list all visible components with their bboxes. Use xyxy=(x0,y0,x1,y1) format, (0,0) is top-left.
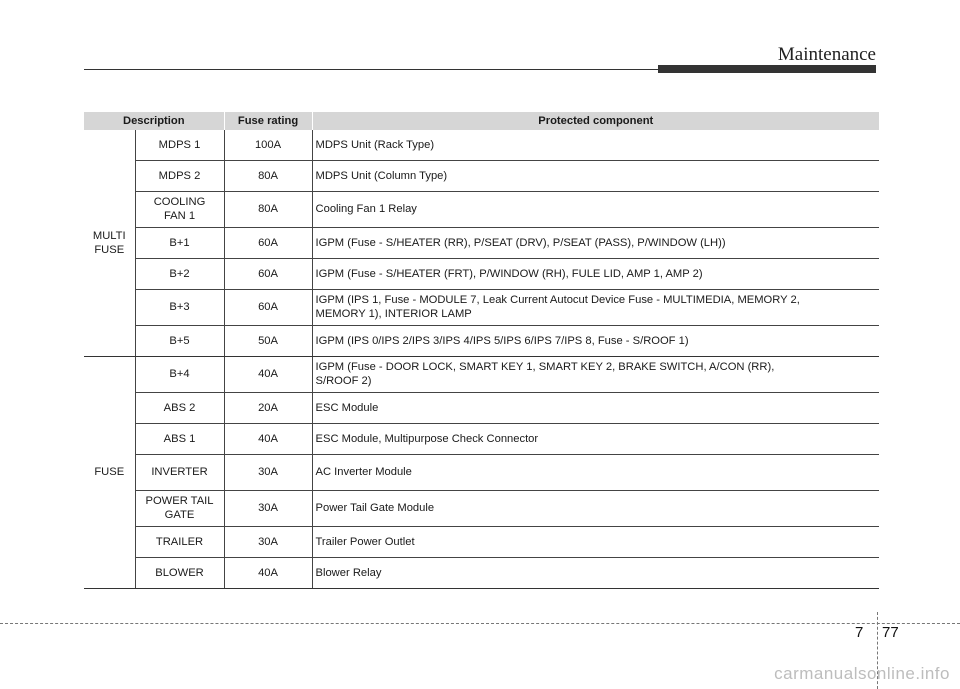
fuse-description: TRAILER xyxy=(155,535,204,548)
fuse-rating: 30A xyxy=(258,466,278,478)
table-row xyxy=(84,191,879,227)
section-title: Maintenance xyxy=(777,44,876,65)
protected-component: Blower Relay xyxy=(315,566,382,579)
fuse-description: MDPS 2 xyxy=(158,169,201,182)
protected-component-cell xyxy=(312,423,879,454)
fuse-description-cell xyxy=(135,392,224,423)
fuse-description: ABS 1 xyxy=(163,432,196,445)
fuse-group-label xyxy=(84,356,135,588)
fuse-rating-cell xyxy=(224,423,312,454)
fuse-description: B+1 xyxy=(169,236,190,249)
table-row xyxy=(84,454,879,490)
fuse-description-cell xyxy=(135,227,224,258)
column-header-protected-component: Protected component xyxy=(312,112,879,130)
fuse-description: COOLING FAN 1 xyxy=(153,196,206,222)
fuse-description: B+3 xyxy=(169,301,190,313)
fuse-description-cell xyxy=(135,356,224,392)
fuse-description-cell xyxy=(135,557,224,588)
protected-component-cell xyxy=(312,490,879,526)
footer-dashed-rule xyxy=(0,623,960,624)
protected-component: Cooling Fan 1 Relay xyxy=(315,203,417,215)
fuse-group-label xyxy=(84,130,135,356)
protected-component: IGPM (Fuse - DOOR LOCK, SMART KEY 1, SMART KEY 2, BRAKE SWITCH, A/CON (RR), S/ROOF 2) xyxy=(315,361,775,387)
protected-component-cell xyxy=(312,526,879,557)
table-row xyxy=(84,557,879,588)
fuse-description-cell xyxy=(135,490,224,526)
fuse-description-cell xyxy=(135,160,224,191)
protected-component-cell xyxy=(312,191,879,227)
fuse-rating-cell xyxy=(224,258,312,289)
fuse-rating-cell xyxy=(224,160,312,191)
fuse-rating: 40A xyxy=(258,368,278,380)
table-row xyxy=(84,227,879,258)
protected-component-cell xyxy=(312,454,879,490)
protected-component-cell xyxy=(312,289,879,325)
fuse-rating-cell xyxy=(224,289,312,325)
protected-component-cell xyxy=(312,227,879,258)
protected-component-cell xyxy=(312,557,879,588)
fuse-rating-cell xyxy=(224,557,312,588)
fuse-rating: 20A xyxy=(258,401,278,414)
fuse-rating-cell xyxy=(224,356,312,392)
fuse-rating: 80A xyxy=(258,169,278,182)
fuse-rating: 30A xyxy=(258,502,278,514)
fuse-description-cell xyxy=(135,130,224,160)
column-header-fuse-rating: Fuse rating xyxy=(224,112,312,130)
fuse-description: B+4 xyxy=(169,368,190,380)
table-row xyxy=(84,392,879,423)
fuse-description-cell xyxy=(135,289,224,325)
table-row xyxy=(84,130,879,160)
protected-component-cell xyxy=(312,392,879,423)
table-row xyxy=(84,490,879,526)
fuse-description-cell xyxy=(135,423,224,454)
fuse-group-label-text: FUSE xyxy=(94,466,125,478)
protected-component-cell xyxy=(312,160,879,191)
fuse-rating-cell xyxy=(224,454,312,490)
fuse-description-cell xyxy=(135,191,224,227)
fuse-rating: 30A xyxy=(258,535,278,548)
header-rule-thick xyxy=(658,65,876,73)
protected-component: IGPM (Fuse - S/HEATER (FRT), P/WINDOW (RH), FULE LID, AMP 1, AMP 2) xyxy=(315,267,703,280)
protected-component: MDPS Unit (Rack Type) xyxy=(315,138,435,151)
protected-component: IGPM (IPS 0/IPS 2/IPS 3/IPS 4/IPS 5/IPS 6/IPS 7/IPS 8, Fuse - S/ROOF 1) xyxy=(315,334,689,347)
fuse-description-cell xyxy=(135,258,224,289)
fuse-rating: 50A xyxy=(258,334,278,347)
protected-component: Power Tail Gate Module xyxy=(315,502,435,514)
fuse-rating: 80A xyxy=(258,203,278,215)
fuse-rating-cell xyxy=(224,325,312,356)
fuse-rating-cell xyxy=(224,490,312,526)
table-row xyxy=(84,526,879,557)
table-row xyxy=(84,325,879,356)
fuse-rating: 60A xyxy=(258,301,278,313)
fuse-description-cell xyxy=(135,454,224,490)
fuse-rating-cell xyxy=(224,227,312,258)
fuse-description: BLOWER xyxy=(155,566,204,579)
fuse-description-cell xyxy=(135,325,224,356)
fuse-rating-cell xyxy=(224,392,312,423)
table-header-row xyxy=(84,112,879,130)
fuse-description-cell xyxy=(135,526,224,557)
table-row xyxy=(84,160,879,191)
fuse-rating: 60A xyxy=(258,236,278,249)
fuse-description: MDPS 1 xyxy=(158,138,201,151)
header-rule-thin xyxy=(84,69,664,70)
protected-component: ESC Module, Multipurpose Check Connector xyxy=(315,432,539,445)
table-row xyxy=(84,356,879,392)
table-row xyxy=(84,423,879,454)
protected-component: MDPS Unit (Column Type) xyxy=(315,169,448,182)
fuse-description: ABS 2 xyxy=(163,401,196,414)
protected-component: IGPM (Fuse - S/HEATER (RR), P/SEAT (DRV), P/SEAT (PASS), P/WINDOW (LH)) xyxy=(315,236,726,249)
page-number: 77 xyxy=(882,624,899,641)
fuse-description: POWER TAIL GATE xyxy=(145,495,214,521)
table-row xyxy=(84,289,879,325)
protected-component-cell xyxy=(312,130,879,160)
watermark: carmanualsonline.info xyxy=(774,664,950,683)
column-header-description: Description xyxy=(84,112,224,130)
fuse-description: B+2 xyxy=(169,267,190,280)
fuse-rating: 100A xyxy=(254,138,282,151)
fuse-rating-cell xyxy=(224,191,312,227)
fuse-description: B+5 xyxy=(169,334,190,347)
protected-component-cell xyxy=(312,325,879,356)
protected-component: ESC Module xyxy=(315,401,379,414)
fuse-table-body xyxy=(84,130,879,588)
fuse-table xyxy=(84,112,879,589)
fuse-rating: 40A xyxy=(258,432,278,445)
protected-component: Trailer Power Outlet xyxy=(315,535,415,548)
fuse-rating-cell xyxy=(224,130,312,160)
fuse-description: INVERTER xyxy=(151,466,208,478)
protected-component-cell xyxy=(312,356,879,392)
page-chapter: 7 xyxy=(855,624,864,641)
fuse-rating: 40A xyxy=(258,566,278,579)
table-row xyxy=(84,258,879,289)
protected-component: IGPM (IPS 1, Fuse - MODULE 7, Leak Current Autocut Device Fuse - MULTIMEDIA, MEMORY 2, MEMORY 1), INTERIOR LAMP xyxy=(315,294,800,320)
protected-component: AC Inverter Module xyxy=(315,466,412,478)
fuse-rating-cell xyxy=(224,526,312,557)
fuse-group-label-text: MULTI FUSE xyxy=(92,229,126,256)
protected-component-cell xyxy=(312,258,879,289)
fuse-rating: 60A xyxy=(258,267,278,280)
